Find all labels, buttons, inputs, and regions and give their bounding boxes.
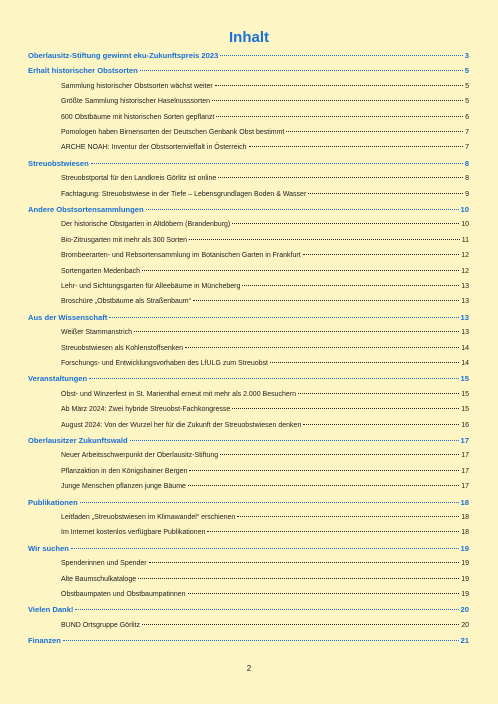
toc-subsection-link[interactable] [61, 466, 469, 478]
toc-subsection-link[interactable] [61, 450, 469, 462]
toc-subsection-link[interactable] [61, 527, 469, 539]
toc-entry-title: Aus der Wissenschaft [28, 312, 108, 322]
toc-subsection-link[interactable] [61, 389, 469, 401]
toc-dot-leader [215, 85, 463, 86]
toc-entry-title: Spenderinnen und Spender [61, 560, 147, 568]
toc-dot-leader [63, 640, 459, 641]
toc-entry-page: 12 [461, 267, 469, 275]
toc-dot-leader [134, 331, 459, 332]
toc-dot-leader [220, 454, 459, 455]
toc-subsection-link[interactable] [61, 512, 469, 524]
toc-dot-leader [220, 55, 462, 56]
toc-entry-title: Vielen Dank! [28, 605, 74, 615]
toc-entry-page: 17 [461, 483, 469, 491]
toc-entry-page: 6 [465, 113, 469, 121]
toc-entry-page: 15 [460, 374, 469, 384]
toc-dot-leader [207, 531, 459, 532]
toc-entry-page: 9 [465, 190, 469, 198]
toc-entry-page: 8 [465, 175, 469, 183]
toc-entry-page: 20 [460, 605, 469, 615]
toc-entry-title: Pflanzaktion in den Königshainer Bergen [61, 467, 188, 475]
toc-entry-page: 19 [461, 575, 469, 583]
toc-entry-title: Pomologen haben Birnensorten der Deutschen Genbank Obst bestimmt [61, 129, 285, 136]
toc-entry-page: 20 [461, 621, 469, 629]
toc-dot-leader [303, 254, 460, 255]
toc-entry-page: 5 [465, 98, 469, 106]
page-title: Inhalt [229, 29, 269, 46]
toc-entry-page: 19 [460, 543, 469, 553]
toc-entry-page: 16 [461, 421, 469, 429]
toc-entry-page: 15 [461, 406, 469, 414]
toc-entry-title: Obstbaumpaten und Obstbaumpatinnen [61, 591, 186, 598]
toc-section-link[interactable] [28, 543, 469, 555]
toc-entry-page: 3 [464, 51, 469, 60]
toc-subsection-link[interactable] [61, 358, 469, 370]
toc-entry-title: Oberlausitzer Zukunftswald [28, 436, 128, 445]
toc-dot-leader [212, 100, 463, 101]
toc-dot-leader [242, 285, 459, 286]
toc-subsection-link[interactable] [61, 420, 469, 432]
toc-subsection-link[interactable] [61, 343, 469, 355]
toc-entry-page: 8 [464, 158, 469, 168]
toc-entry-title: Der historische Obstgarten in Altdöbern (Brandenburg) [61, 221, 231, 229]
toc-entry-title: Lehr- und Sichtungsgarten für Alleebäume in Müncheberg [61, 283, 241, 290]
toc-dot-leader [142, 624, 459, 625]
toc-entry-title: Größte Sammlung historischer Haselnusssorten [61, 98, 211, 106]
toc-section-link[interactable] [28, 50, 469, 62]
toc-entry-title: Streuobstwiesen [28, 158, 89, 168]
toc-entry-title: Andere Obstsortensammlungen [28, 205, 144, 214]
toc-subsection-link[interactable] [61, 127, 469, 139]
toc-subsection-link[interactable] [61, 250, 469, 262]
toc-entry-title: Oberlausitz-Stiftung gewinnt eku-Zukunftspreis 2023 [28, 51, 219, 60]
toc-dot-leader [142, 270, 459, 271]
toc-entry-title: BUND Ortsgruppe Görlitz [61, 621, 140, 629]
toc-entry-page: 13 [461, 298, 469, 306]
toc-dot-leader [216, 116, 463, 117]
toc-dot-leader [249, 146, 464, 147]
toc-entry-title: Publikationen [28, 497, 78, 507]
toc-entry-page: 14 [461, 344, 469, 352]
toc-entry-page: 17 [461, 452, 469, 460]
toc-entry-title: Junge Menschen pflanzen junge Bäume [61, 483, 186, 491]
toc-entry-title: Leitfaden „Streuobstwiesen im Klimawandel“ erschienen [61, 514, 236, 521]
toc-entry-title: Sortengarten Medenbach [61, 267, 140, 275]
toc-dot-leader [308, 193, 463, 194]
toc-dot-leader [140, 70, 463, 71]
toc-entry-title: 600 Obstbäume mit historischen Sorten gepflanzt [61, 113, 215, 121]
toc-entry-title: Alte Baumschulkataloge [61, 575, 137, 583]
toc-dot-leader [138, 578, 459, 579]
toc-dot-leader [80, 502, 459, 503]
toc-dot-leader [89, 378, 458, 379]
toc-dot-leader [146, 209, 459, 210]
toc-subsection-link[interactable] [61, 219, 469, 231]
toc-entry-title: Bio-Zitrusgarten mit mehr als 300 Sorten [61, 236, 188, 244]
toc-entry-page: 5 [465, 82, 469, 90]
toc-entry-title: Weißer Stammanstrich [61, 329, 133, 337]
toc-entry-title: Sammlung historischer Obstsorten wächst weiter [61, 82, 213, 90]
toc-subsection-link[interactable] [61, 558, 469, 570]
toc-subsection-link[interactable] [61, 81, 469, 93]
toc-entry-title: Erhalt historischer Obstsorten [28, 66, 138, 76]
toc-entry-page: 13 [461, 283, 469, 290]
toc-dot-leader [189, 470, 459, 471]
toc-subsection-link[interactable] [61, 96, 469, 108]
toc-dot-leader [109, 317, 458, 318]
toc-entry-page: 18 [461, 514, 469, 521]
toc-section-link[interactable] [28, 373, 469, 385]
toc-dot-leader [298, 393, 459, 394]
toc-entry-page: 15 [461, 390, 469, 398]
toc-entry-page: 11 [461, 236, 469, 244]
toc-entry-title: Streuobstwiesen als Kohlenstoffsenken [61, 344, 184, 352]
toc-entry-title: August 2024: Von der Wurzel her für die Zukunft der Streuobstwiesen denken [61, 421, 302, 429]
toc-subsection-link[interactable] [61, 281, 469, 293]
toc-entry-page: 19 [461, 591, 469, 598]
toc-subsection-link[interactable] [61, 574, 469, 586]
toc-entry-page: 17 [460, 436, 469, 445]
toc-entry-title: Broschüre „Obstbäume als Straßenbaum“ [61, 298, 191, 306]
toc-subsection-link[interactable] [61, 173, 469, 185]
toc-section-link[interactable] [28, 497, 469, 509]
toc-entry-page: 10 [461, 221, 469, 229]
toc-subsection-link[interactable] [61, 404, 469, 416]
toc-entry-page: 13 [460, 312, 469, 322]
toc-subsection-link[interactable] [61, 142, 469, 154]
toc-entry-page: 18 [460, 497, 469, 507]
toc-entry-title: Fachtagung: Streuobstwiese in der Tiefe – Lebensgrundlagen Boden & Wasser [61, 190, 307, 198]
toc-dot-leader [189, 239, 460, 240]
toc-entry-page: 18 [461, 529, 469, 537]
toc-entry-title: Neuer Arbeitsschwerpunkt der Oberlausitz-Stiftung [61, 452, 219, 460]
toc-entry-page: 7 [465, 144, 469, 152]
toc-entry-page: 5 [464, 66, 469, 76]
toc-entry-title: Wir suchen [28, 543, 69, 553]
toc-entry-title: Ab März 2024: Zwei hybride Streuobst-Fachkongresse [61, 406, 231, 414]
toc-section-link[interactable] [28, 435, 469, 447]
toc-dot-leader [75, 609, 458, 610]
toc-section-link[interactable] [28, 604, 469, 616]
toc-subsection-link[interactable] [61, 327, 469, 339]
toc-entry-title: Im Internet kostenlos verfügbare Publikationen [61, 529, 206, 537]
toc-entry-page: 7 [465, 129, 469, 136]
toc-entry-title: Streuobstportal für den Landkreis Görlitz ist online [61, 175, 217, 183]
toc-dot-leader [270, 362, 459, 363]
toc-dot-leader [130, 440, 459, 441]
toc-section-link[interactable] [28, 635, 469, 647]
toc-dot-leader [286, 131, 463, 132]
toc-dot-leader [91, 163, 463, 164]
toc-subsection-link[interactable] [61, 589, 469, 601]
toc-entry-title: Obst- und Winzerfest in St. Marienthal erneut mit mehr als 2.000 Besuchern [61, 390, 296, 398]
toc-dot-leader [188, 593, 460, 594]
toc-entry-title: Brombeerarten- und Rebsortensammlung im Botanischen Garten in Frankfurt [61, 252, 301, 260]
toc-entry-title: ARCHE NOAH: Inventur der Obstsortenvielfalt in Österreich [61, 144, 247, 152]
toc-subsection-link[interactable] [61, 266, 469, 278]
toc-section-link[interactable] [28, 204, 469, 216]
toc-dot-leader [188, 485, 459, 486]
toc-entry-title: Veranstaltungen [28, 374, 88, 384]
toc-dot-leader [232, 408, 459, 409]
toc-entry-page: 17 [461, 467, 469, 475]
page-number: 2 [246, 664, 252, 673]
toc-dot-leader [149, 562, 460, 563]
toc-subsection-link[interactable] [61, 481, 469, 493]
toc-dot-leader [303, 424, 459, 425]
toc-entry-page: 14 [461, 360, 469, 367]
toc-section-link[interactable] [28, 312, 469, 324]
toc-section-link[interactable] [28, 158, 469, 170]
toc-entry-page: 13 [461, 329, 469, 337]
toc-subsection-link[interactable] [61, 112, 469, 124]
toc-entry-title: Forschungs- und Entwicklungsvorhaben des LfULG zum Streuobst [61, 360, 268, 367]
toc-dot-leader [218, 177, 463, 178]
toc-subsection-link[interactable] [61, 296, 469, 308]
toc-entry-title: Finanzen [28, 636, 61, 646]
toc-dot-leader [71, 548, 459, 549]
toc-dot-leader [237, 516, 459, 517]
toc-entry-page: 12 [461, 252, 469, 260]
toc-entry-page: 19 [461, 560, 469, 568]
toc-section-link[interactable] [28, 65, 469, 77]
toc-dot-leader [185, 347, 459, 348]
toc-entry-page: 10 [460, 205, 469, 214]
toc-entry-page: 21 [460, 636, 469, 646]
toc-dot-leader [232, 223, 459, 224]
toc-subsection-link[interactable] [61, 620, 469, 632]
toc-subsection-link[interactable] [61, 189, 469, 201]
toc-dot-leader [193, 300, 459, 301]
toc-subsection-link[interactable] [61, 235, 469, 247]
